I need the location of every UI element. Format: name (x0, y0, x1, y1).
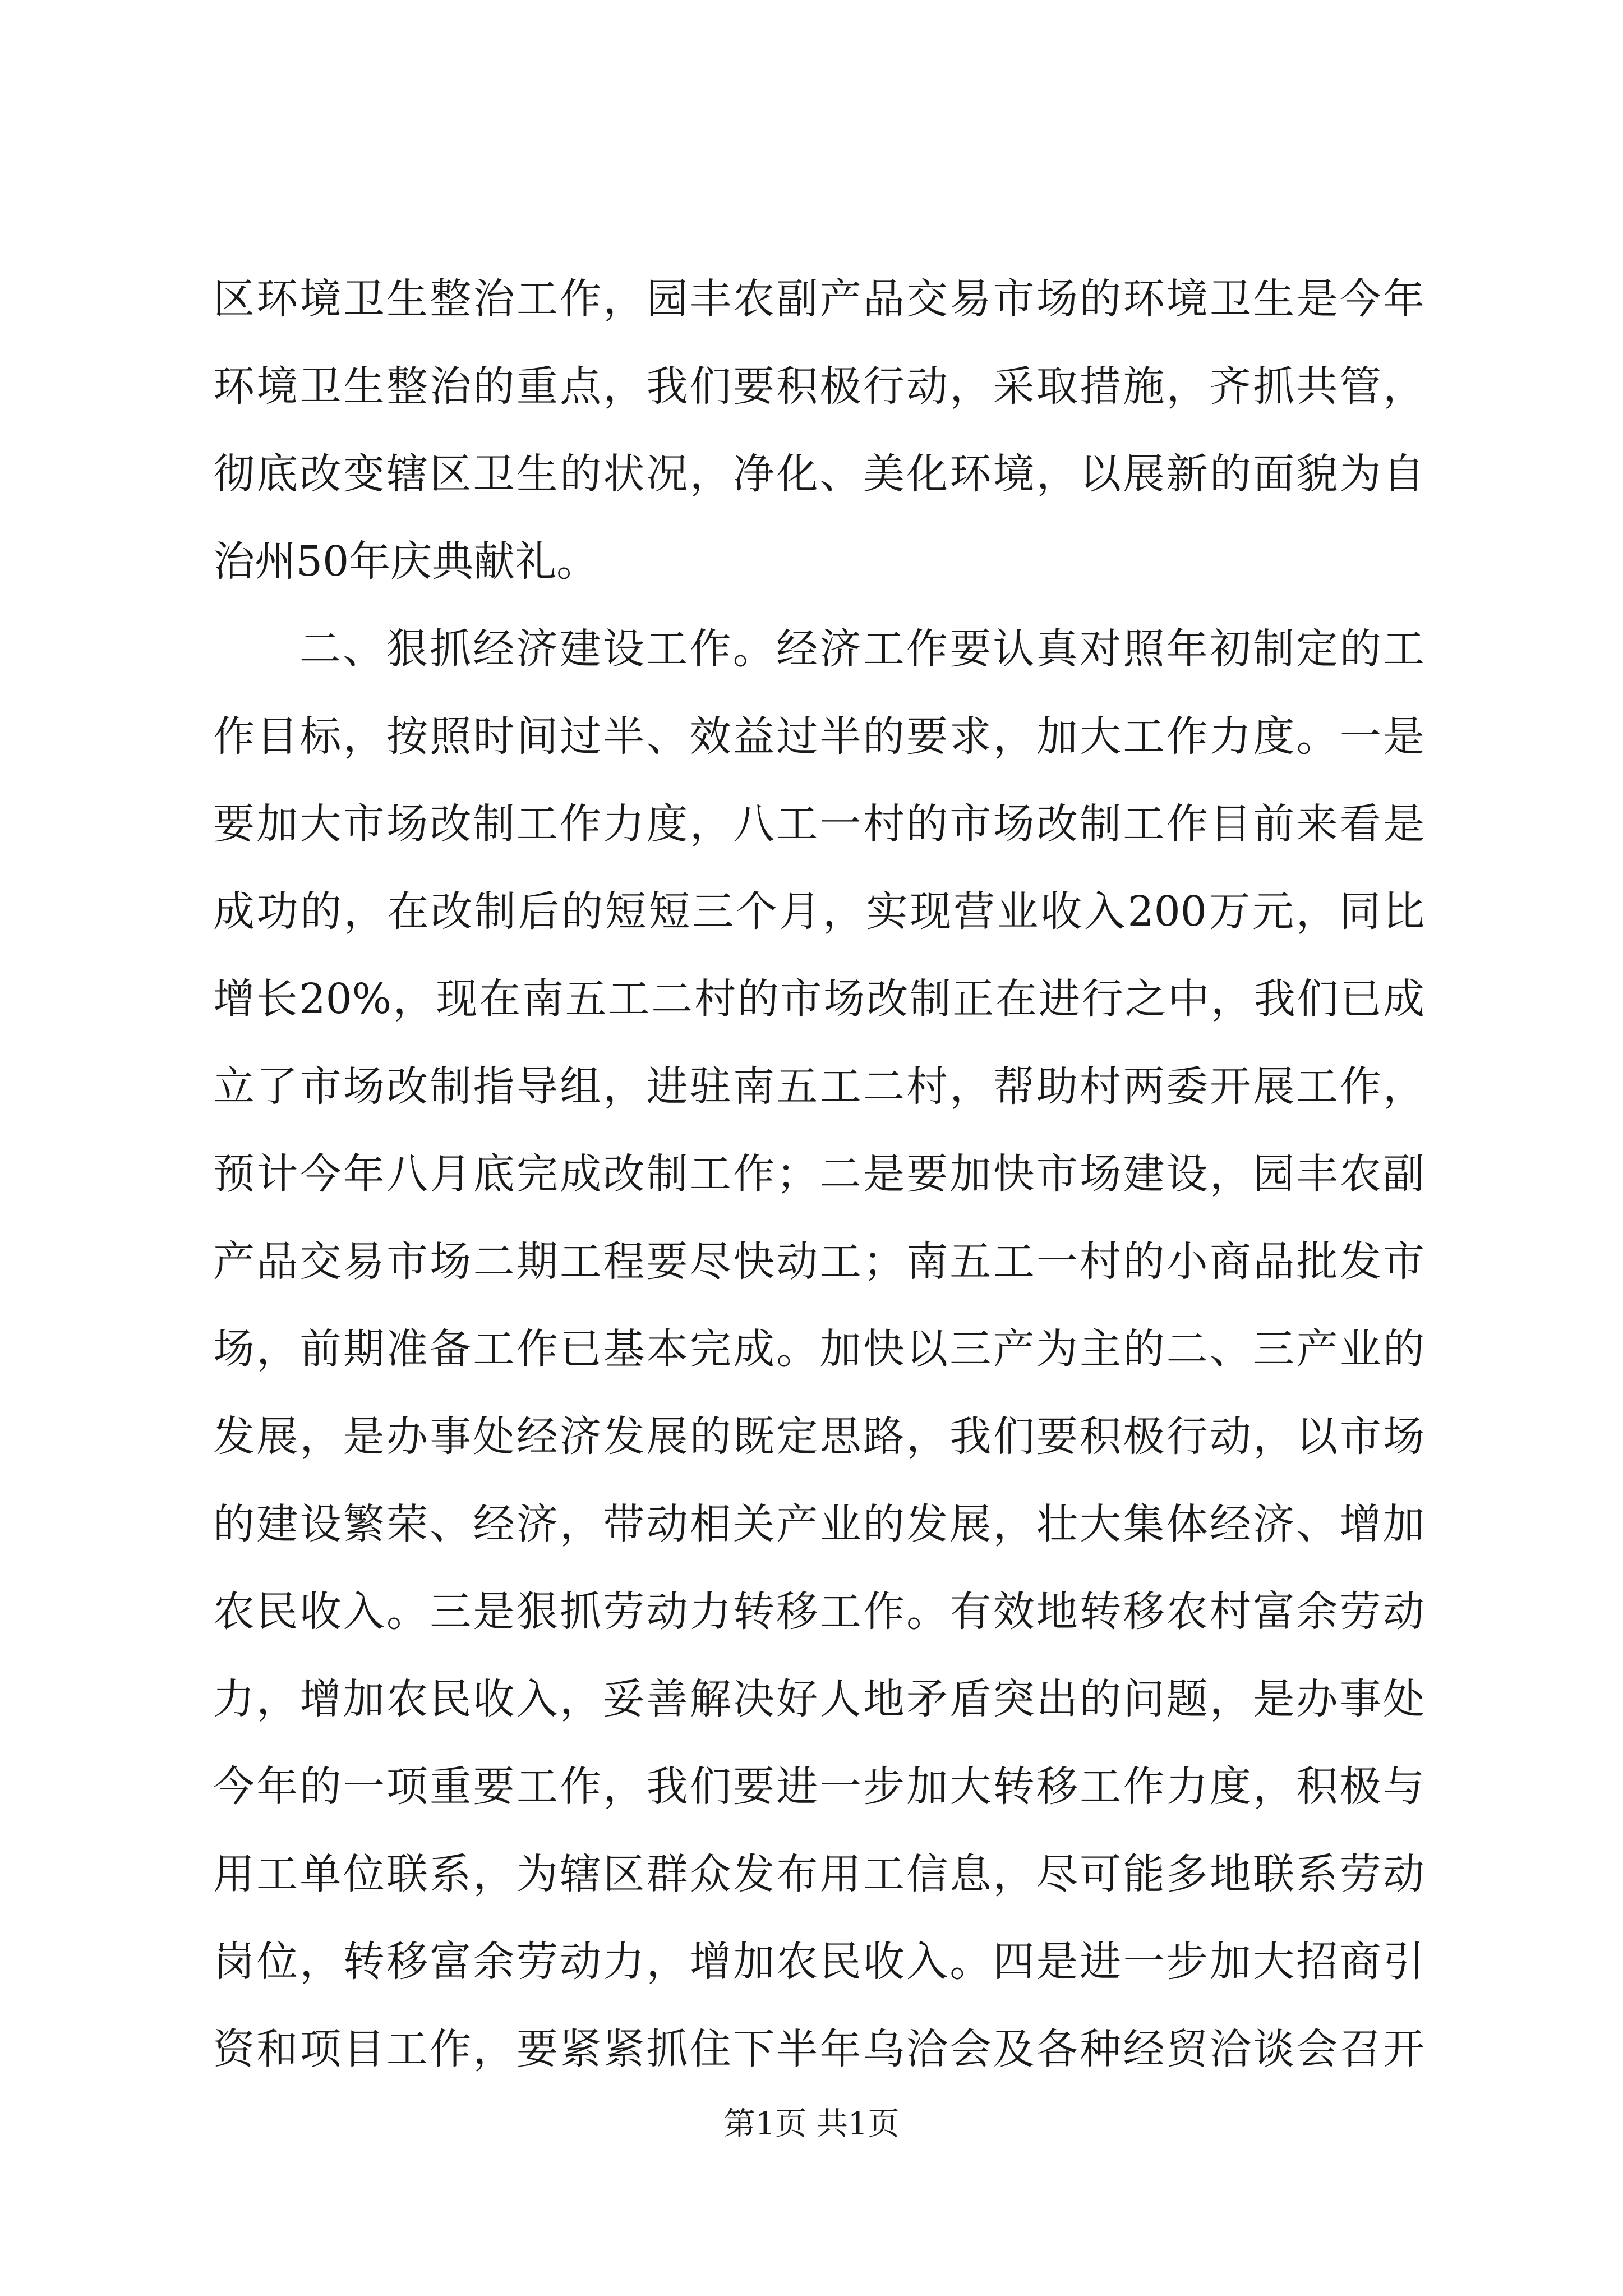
text-line: 今年的一项重要工作，我们要进一步加大转移工作力度，积极与 (213, 1763, 1424, 1811)
text-line: 二、狠抓经济建设工作。经济工作要认真对照年初制定的工 (299, 625, 1424, 673)
text-line: 资和项目工作，要紧紧抓住下半年乌洽会及各种经贸洽谈会召开 (213, 2025, 1424, 2073)
text-line: 增长20%，现在南五工二村的市场改制正在进行之中，我们已成 (213, 975, 1424, 1023)
text-line: 作目标，按照时间过半、效益过半的要求，加大工作力度。一是 (213, 712, 1424, 761)
text-line: 治州50年庆典献礼。 (213, 537, 598, 586)
text-line: 要加大市场改制工作力度，八工一村的市场改制工作目前来看是 (213, 800, 1424, 848)
text-line: 产品交易市场二期工程要尽快动工；南五工一村的小商品批发市 (213, 1237, 1424, 1286)
text-line: 立了市场改制指导组，进驻南五工二村，帮助村两委开展工作， (213, 1062, 1424, 1111)
text-line: 彻底改变辖区卫生的状况，净化、美化环境，以展新的面貌为自 (213, 450, 1424, 498)
text-line: 农民收入。三是狠抓劳动力转移工作。有效地转移农村富余劳动 (213, 1588, 1424, 1636)
text-line: 力，增加农民收入，妥善解决好人地矛盾突出的问题，是办事处 (213, 1675, 1424, 1723)
text-line: 的建设繁荣、经济，带动相关产业的发展，壮大集体经济、增加 (213, 1500, 1424, 1548)
text-line: 预计今年八月底完成改制工作；二是要加快市场建设，园丰农副 (213, 1150, 1424, 1198)
text-line: 环境卫生整治的重点，我们要积极行动，采取措施，齐抓共管， (213, 362, 1424, 411)
text-line: 区环境卫生整治工作，园丰农副产品交易市场的环境卫生是今年 (213, 275, 1424, 323)
page-footer: 第1页 共1页 (723, 2106, 900, 2142)
text-line: 用工单位联系，为辖区群众发布用工信息，尽可能多地联系劳动 (213, 1850, 1424, 1898)
text-line: 岗位，转移富余劳动力，增加农民收入。四是进一步加大招商引 (213, 1938, 1424, 1986)
text-line: 成功的，在改制后的短短三个月，实现营业收入200万元，同比 (213, 887, 1424, 936)
text-line: 发展，是办事处经济发展的既定思路，我们要积极行动，以市场 (213, 1412, 1424, 1461)
text-line: 场，前期准备工作已基本完成。加快以三产为主的二、三产业的 (213, 1325, 1424, 1373)
